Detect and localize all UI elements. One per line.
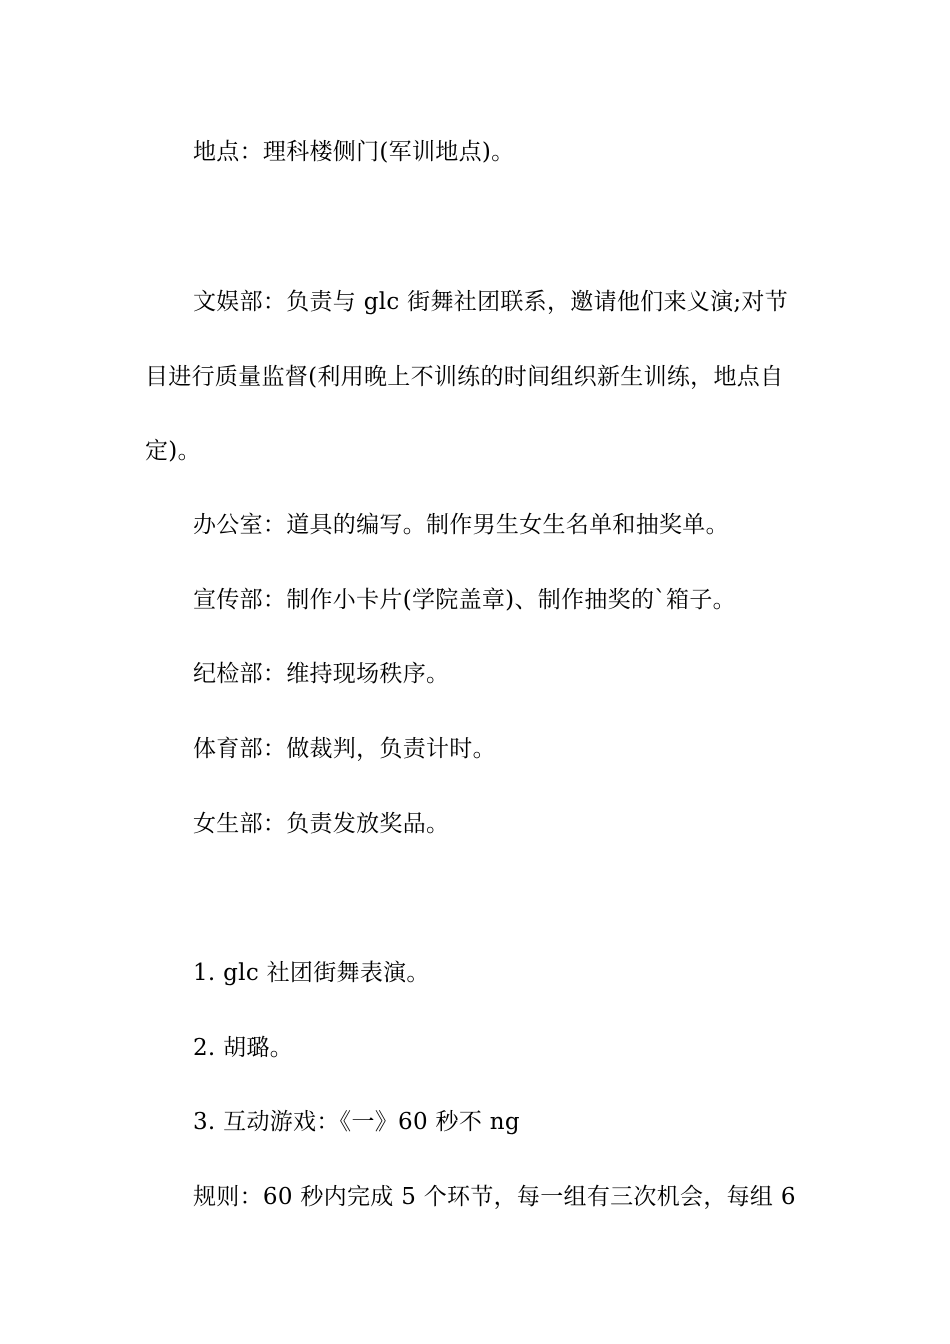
list-item-2: 2. 胡璐。 [193, 1035, 294, 1061]
paragraph-entertainment-dept-line-1: 文娱部：负责与 glc 街舞社团联系，邀请他们来义演;对节 [193, 289, 789, 315]
list-item-1: 1. glc 社团街舞表演。 [193, 960, 430, 986]
paragraph-office: 办公室：道具的编写。制作男生女生名单和抽奖单。 [193, 512, 729, 538]
paragraph-discipline-dept: 纪检部：维持现场秩序。 [193, 661, 450, 687]
paragraph-female-students-dept: 女生部：负责发放奖品。 [193, 811, 450, 837]
paragraph-publicity-dept: 宣传部：制作小卡片(学院盖章)、制作抽奖的`箱子。 [193, 587, 736, 613]
list-item-3: 3. 互动游戏：《一》60 秒不 ng [193, 1109, 520, 1135]
paragraph-entertainment-dept-line-3: 定)。 [145, 438, 201, 464]
paragraph-location: 地点：理科楼侧门(军训地点)。 [193, 139, 515, 165]
paragraph-rules: 规则：60 秒内完成 5 个环节，每一组有三次机会，每组 6 [193, 1184, 796, 1210]
paragraph-entertainment-dept-line-2: 目进行质量监督(利用晚上不训练的时间组织新生训练，地点自 [145, 364, 784, 390]
paragraph-sports-dept: 体育部：做裁判，负责计时。 [193, 736, 496, 762]
